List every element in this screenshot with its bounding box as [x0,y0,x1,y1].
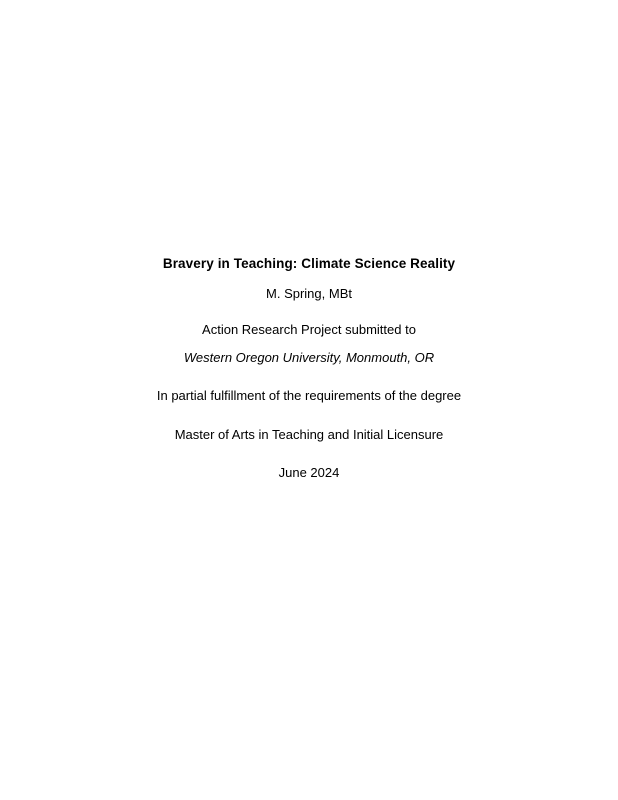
author-name: M. Spring, MBt [266,286,352,301]
institution-name: Western Oregon University, Monmouth, OR [183,350,435,365]
submission-statement: Action Research Project submitted to [202,322,416,337]
fulfillment-statement: In partial fulfillment of the requirements of the degree [156,388,462,403]
degree-name: Master of Arts in Teaching and Initial Licensure [174,427,444,442]
document-title: Bravery in Teaching: Climate Science Reality [162,256,456,271]
submission-date: June 2024 [278,465,340,480]
